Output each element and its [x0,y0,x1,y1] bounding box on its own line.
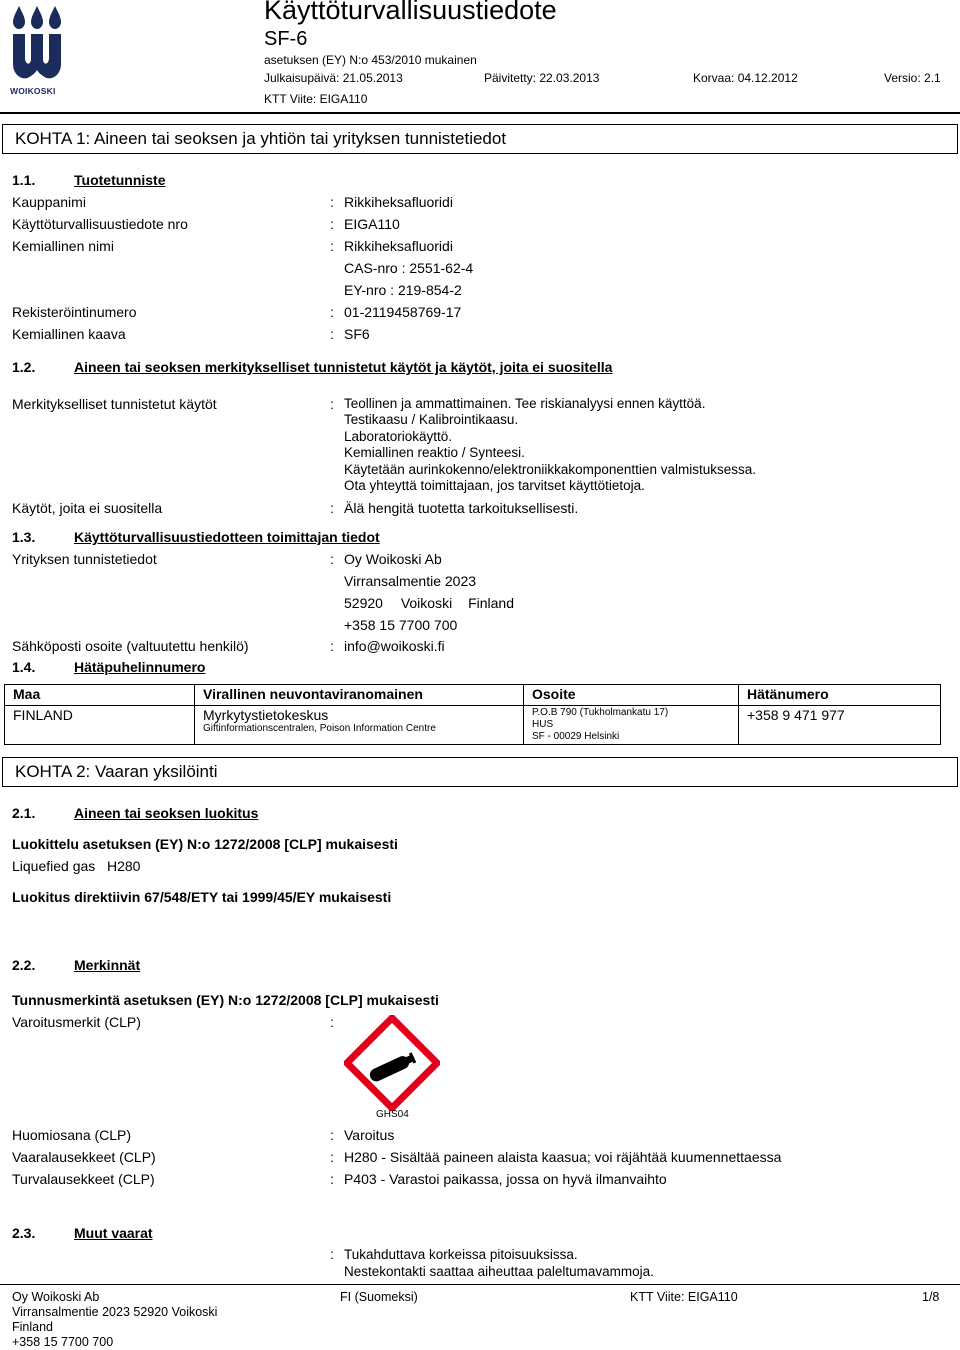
footer-language: FI (Suomeksi) [340,1290,418,1304]
hazard-colon: : [330,1149,334,1165]
email-value[interactable]: info@woikoski.fi [344,638,445,654]
supplier-city-line [344,595,514,611]
table-row [5,706,941,745]
footer-company: Oy Woikoski Ab [12,1290,100,1304]
emergency-table [4,684,941,745]
uses-colon: : [330,396,334,412]
authority-name: Myrkytystietokeskus [203,707,329,723]
uses-line: Testikaasu / Kalibrointikaasu. [344,412,519,428]
subsection-1-3 [12,529,380,545]
row-value: Rikkiheksafluoridi [344,238,453,254]
subsection-number: 2.3. [12,1225,36,1241]
row-label: Kemiallinen kaava [12,326,126,342]
subsection-title: Hätäpuhelinnumero [74,659,206,675]
section2-title: KOHTA 2: Vaaran yksilöinti [2,757,958,787]
column-header: Hätänumero [739,685,941,706]
subsection-number: 2.1. [12,805,36,821]
row-label: Kemiallinen nimi [12,238,114,254]
ktt-id: KTT Viite: EIGA110 [264,92,368,106]
clp-code: H280 [106,858,141,874]
subsection-title: Muut vaarat [74,1225,153,1241]
authority-cell [195,706,524,745]
supplier-name: Oy Woikoski Ab [344,551,442,567]
document-title: Käyttöturvallisuustiedote [264,0,557,25]
subsection-number: 1.2. [12,359,36,375]
header-rule [0,112,960,114]
uses-line: Kemiallinen reaktio / Synteesi. [344,445,525,461]
footer-address [12,1290,217,1350]
address-line: P.O.B 790 (Tukholmankatu 17) [532,707,669,718]
product-name: SF-6 [264,28,308,50]
clp-classification [12,858,140,874]
replaces-date: Korvaa: 04.12.2012 [693,71,798,85]
other-hazards-colon: : [330,1246,334,1262]
subsection-number: 1.4. [12,659,36,675]
uses-line: Ota yhteyttä toimittajaan, jos tarvitset käyttötietoja. [344,478,645,494]
supplier-country: Finland [468,595,514,611]
pictogram-colon: : [330,1014,334,1030]
subsection-title: Merkinnät [74,957,141,973]
subsection-title: Aineen tai seoksen luokitus [74,805,259,821]
uses-line: Laboratoriokäyttö. [344,428,453,444]
label-heading: Tunnusmerkintä asetuksen (EY) N:o 1272/2008 [CLP] mukaisesti [12,992,439,1008]
supplier-postcode: 52920 [344,595,383,611]
regulation-text: asetuksen (EY) N:o 453/2010 mukainen [264,53,477,67]
subsection-2-3 [12,1225,153,1241]
pictogram-label: Varoitusmerkit (CLP) [12,1014,141,1030]
footer-ktt-id: KTT Viite: EIGA110 [630,1290,738,1304]
signal-word-value: Varoitus [344,1127,395,1143]
address-line: SF - 00029 Helsinki [532,731,620,742]
row-label: Käyttöturvallisuustiedote nro [12,216,188,232]
row-label: Kauppanimi [12,194,86,210]
email-colon: : [330,638,334,654]
logo-brand-text: WOIKOSKI [10,86,56,96]
table-header-row [5,685,941,706]
subsection-2-2 [12,957,140,973]
footer-country: Finland [12,1320,53,1334]
subsection-number: 2.2. [12,957,36,973]
gas-cylinder-icon [344,1015,440,1111]
row-value: SF6 [344,326,370,342]
subsection-title: Tuotetunniste [74,172,166,188]
clp-class: Liquefied gas [12,858,96,874]
row-colon: : [330,194,334,210]
emergency-number-cell: +358 9 471 977 [739,706,941,745]
supplier-colon: : [330,551,334,567]
other-hazard-line: Tukahduttava korkeissa pitoisuuksissa. [344,1247,578,1262]
precaution-colon: : [330,1171,334,1187]
subsection-1-2 [12,359,612,375]
row-colon: : [330,238,334,254]
email-label: Sähköposti osoite (valtuutettu henkilö) [12,638,249,654]
supplier-city: Voikoski [400,595,453,611]
row-colon: : [330,216,334,232]
supplier-phone: +358 15 7700 700 [344,617,458,633]
signal-word-colon: : [330,1127,334,1143]
not-recommended-value: Älä hengitä tuotetta tarkoituksellisesti. [344,500,579,516]
footer-rule [0,1284,960,1285]
hazard-label: Vaaralausekkeet (CLP) [12,1149,156,1165]
row-value: EIGA110 [344,216,400,232]
address-cell [524,706,739,745]
authority-subtitle: Giftinformationscentralen, Poison Information Centre [203,723,436,734]
other-hazards-list [344,1246,654,1280]
row-value: 01-2119458769-17 [344,304,462,320]
row-colon: : [330,304,334,320]
subsection-number: 1.1. [12,172,36,188]
ghs04-pictogram [344,1015,440,1111]
dsd-heading: Luokitus direktiivin 67/548/ETY tai 1999/45/EY mukaisesti [12,889,392,905]
pictogram-code: GHS04 [376,1109,409,1120]
subsection-title: Käyttöturvallisuustiedotteen toimittajan tiedot [74,529,380,545]
footer-phone: +358 15 7700 700 [12,1335,114,1349]
hazard-value: H280 - Sisältää paineen alaista kaasua; voi räjähtää kuumennettaessa [344,1149,782,1165]
supplier-street: Virransalmentie 2023 [344,573,477,589]
row-value: Rikkiheksafluoridi [344,194,453,210]
issue-date: Julkaisupäivä: 21.05.2013 [264,71,403,85]
clp-heading: Luokittelu asetuksen (EY) N:o 1272/2008 [CLP] mukaisesti [12,836,398,852]
updated-date: Päivitetty: 22.03.2013 [484,71,600,85]
column-header: Maa [5,685,195,706]
not-recommended-colon: : [330,500,334,516]
version: Versio: 2.1 [884,71,941,85]
footer-street: Virransalmentie 2023 52920 Voikoski [12,1305,218,1319]
subsection-1-1 [12,172,166,188]
subsection-1-4 [12,659,205,675]
row-value: EY-nro : 219-854-2 [344,282,462,298]
logo-mark [10,2,64,96]
precaution-value: P403 - Varastoi paikassa, jossa on hyvä ilmanvaihto [344,1171,667,1187]
uses-list [344,396,756,494]
uses-line: Teollinen ja ammattimainen. Tee riskianalyysi ennen käyttöä. [344,396,706,411]
not-recommended-label: Käytöt, joita ei suositella [12,500,163,516]
column-header: Osoite [524,685,739,706]
row-value: CAS-nro : 2551-62-4 [344,260,474,276]
other-hazard-line: Nestekontakti saattaa aiheuttaa paleltumavammoja. [344,1264,654,1279]
subsection-2-1 [12,805,258,821]
uses-line: Käytetään aurinkokenno/elektroniikkakomponenttien valmistuksessa. [344,461,756,477]
signal-word-label: Huomiosana (CLP) [12,1127,132,1143]
precaution-label: Turvalausekkeet (CLP) [12,1171,155,1187]
row-colon: : [330,326,334,342]
supplier-label: Yrityksen tunnistetiedot [12,551,157,567]
section1-title: KOHTA 1: Aineen tai seoksen ja yhtiön tai yrityksen tunnistetiedot [2,124,958,154]
column-header: Virallinen neuvontaviranomainen [195,685,524,706]
footer-page: 1/8 [922,1290,940,1304]
subsection-number: 1.3. [12,529,36,545]
address-line: HUS [532,719,554,730]
uses-label: Merkitykselliset tunnistetut käytöt [12,396,217,412]
row-label: Rekisteröintinumero [12,304,137,320]
country-cell: FINLAND [5,706,195,745]
subsection-title: Aineen tai seoksen merkitykselliset tunnistetut käytöt ja käytöt, joita ei suositella [74,359,613,375]
woikoski-logo [10,2,64,96]
